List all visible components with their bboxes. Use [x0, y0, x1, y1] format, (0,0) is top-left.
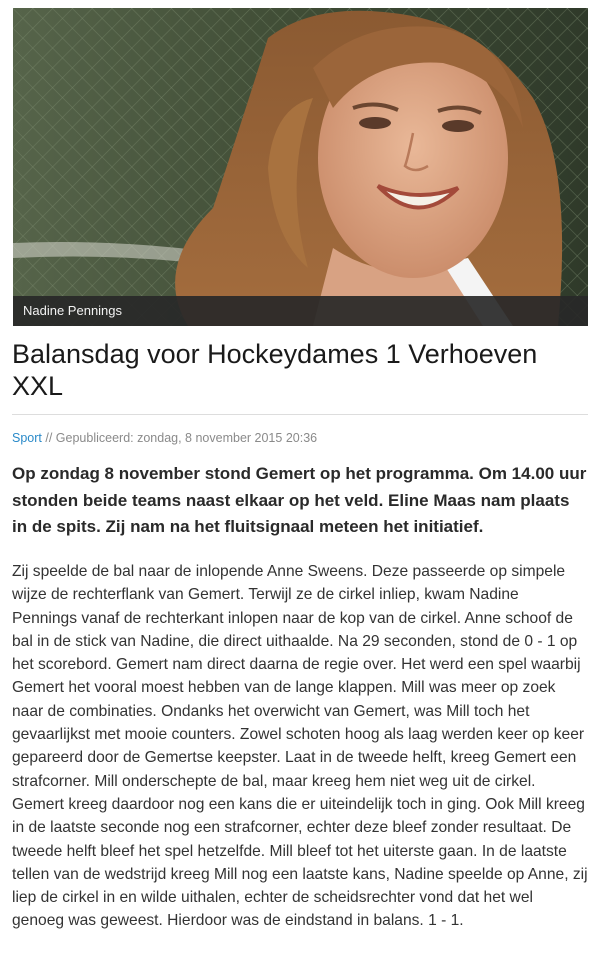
- article-body: Zij speelde de bal naar de inlopende Anne Sweens. Deze passeerde op simpele wijze de rechterflank van Gemert. Terwijl ze de cirkel inliep, kwam Nadine Pennings vanaf de rechterkant inlopen naar de kop van de cirkel. Anne schoof de bal in de stick van Nadine, die direct uithaalde. Na 29 seconden, stond de 0 - 1 op het scorebord. Gemert nam direct daarna de regie over. Het werd een spel waarbij Gemert het vooral moest hebben van de lange klappen. Mill was meer op zoek naar de combinaties. Ondanks het overwicht van Gemert, was Mill toch het gevaarlijkst met mooie counters. Zowel schoten hoog als laag werden keer op keer gepareerd door de Gemertse keepster. Laat in de tweede helft, kreeg Gemert een strafcorner. Mill onderschepte de bal, maar kreeg hem niet weg uit de cirkel. Gemert kreeg daardoor nog een kans die er uiteindelijk toch in ging. Ook Mill kreeg in de laatste seconde nog een strafcorner, echter deze bleef zonder resultaat. De tweede helft bleef het spel hetzelfde. Mill bleef tot het uiterste gaan. In de laatste tellen van de wedstrijd kreeg Mill nog een laatste kans, Nadine speelde op Anne, zij liep de cirkel in en wilde uithalen, echter de scheidsrechter vond dat het wel genoeg was geweest. Hierdoor was de eindstand in balans. 1 - 1.: [12, 563, 588, 930]
- title-divider: [12, 414, 588, 415]
- hero-photo[interactable]: [13, 8, 588, 326]
- article-meta: [12, 431, 317, 445]
- article-title: Balansdag voor Hockeydames 1 Verhoeven XXL: [12, 339, 538, 401]
- article-lead: Op zondag 8 november stond Gemert op het programma. Om 14.00 uur stonden beide teams naast elkaar op het veld. Eline Maas nam plaats in de spits. Zij nam na het fluitsignaal meteen het initiatief.: [12, 464, 587, 536]
- meta-separator: //: [41, 431, 56, 445]
- published-date: Gepubliceerd: zondag, 8 november 2015 20:36: [55, 431, 318, 445]
- photo-caption: Nadine Pennings: [13, 296, 588, 326]
- portrait-photo: [13, 8, 588, 326]
- category-link[interactable]: Sport: [12, 431, 42, 445]
